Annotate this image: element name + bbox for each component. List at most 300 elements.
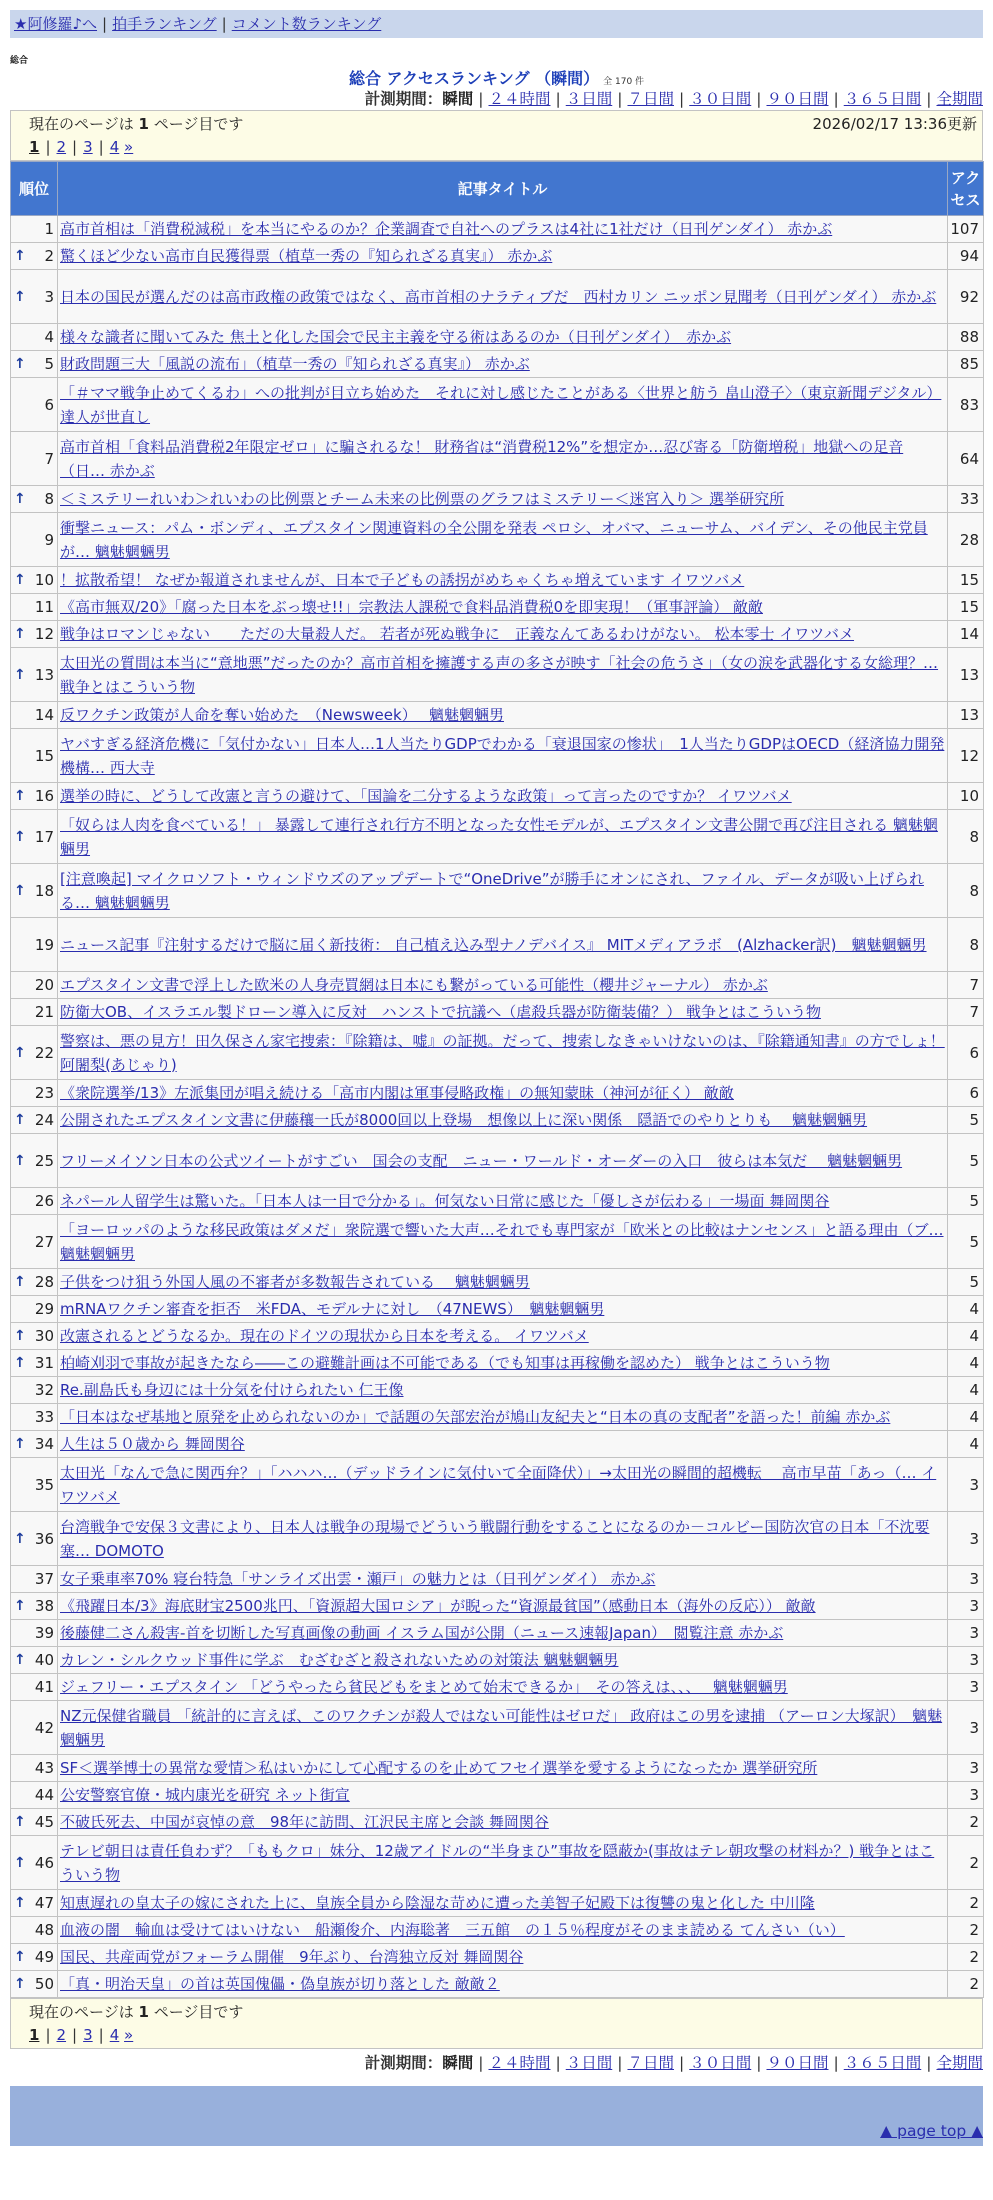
rank-cell bbox=[11, 783, 58, 810]
article-link[interactable]: 公開されたエプスタイン文書に伊藤穰一氏が8000回以上登場 想像以上に深い関係 隠語でのやりとりも 魑魅魍魎男 bbox=[60, 1111, 868, 1129]
rank-number: 37 bbox=[34, 1570, 54, 1588]
rank-number: 36 bbox=[34, 1529, 54, 1548]
rank-number: 27 bbox=[34, 1232, 54, 1251]
table-row bbox=[11, 729, 984, 783]
rank-up-arrow-icon: ↑ bbox=[14, 666, 26, 683]
rank-cell bbox=[11, 1134, 58, 1188]
access-count: 3 bbox=[948, 1755, 984, 1782]
access-count: 3 bbox=[948, 1647, 984, 1674]
article-link[interactable]: ニュース記事『注射するだけで脳に届く新技術： 自己植え込み型ナノデバイス』 MITメディアラボ (Alzhacker訳) 魑魅魍魎男 bbox=[60, 935, 927, 954]
access-count: 4 bbox=[948, 1323, 984, 1350]
period-link[interactable]: 全期間 bbox=[936, 2054, 983, 2072]
article-link[interactable]: ！拡散希望！ なぜか報道されませんが、日本で子どもの誘拐がめちゃくちゃ増えています イワツバメ bbox=[60, 571, 745, 589]
article-link[interactable]: 公安警察官僚・城内康光を研究 ネット街宣 bbox=[60, 1786, 350, 1804]
separator: | bbox=[72, 138, 78, 156]
article-link[interactable]: ネパール人留学生は驚いた。「日本人は一目で分かる」。何気ない日常に感じた「優しさが伝わる」一場面 舞岡関谷 bbox=[60, 1192, 830, 1210]
article-link[interactable]: 戦争はロマンじゃない ただの大量殺人だ。 若者が死ぬ戦争に 正義なんてあるわけがない。 松本零士 イワツバメ bbox=[60, 625, 855, 643]
table-row bbox=[11, 1296, 984, 1323]
clap-ranking-link[interactable]: 拍手ランキング bbox=[112, 15, 217, 33]
table-row bbox=[11, 1215, 984, 1269]
separator: | bbox=[617, 90, 623, 108]
period-link[interactable]: ２４時間 bbox=[488, 2054, 551, 2072]
title-cell bbox=[58, 594, 948, 621]
article-link[interactable]: 改憲されるとどうなるか。現在のドイツの現状から日本を考える。 イワツバメ bbox=[60, 1327, 589, 1345]
rank-number: 5 bbox=[44, 355, 54, 373]
rank-cell bbox=[11, 351, 58, 378]
separator: | bbox=[679, 2054, 685, 2072]
article-link[interactable]: 女子乗車率70% 寝台特急「サンライズ出雲・瀬戸」の魅力とは（日刊ゲンダイ） 赤かぶ bbox=[60, 1570, 656, 1588]
access-count: 3 bbox=[948, 1620, 984, 1647]
article-link[interactable]: mRNAワクチン審査を拒否 米FDA、モデルナに対し （47NEWS） 魑魅魍魎男 bbox=[60, 1300, 605, 1318]
rank-number: 46 bbox=[34, 1853, 54, 1872]
title-cell bbox=[58, 1296, 948, 1323]
title-cell bbox=[58, 1701, 948, 1755]
article-link[interactable]: 太田光「なんで急に関西弁？」「ハハハ…（デッドラインに気付いて全面降伏）」→太田光の瞬間的超機転 高市早苗「あっ（… イワツバメ bbox=[60, 1463, 937, 1506]
access-count: 7 bbox=[948, 972, 984, 999]
article-link[interactable]: 子供をつけ狙う外国人風の不審者が多数報告されている 魑魅魍魎男 bbox=[60, 1273, 530, 1291]
table-row bbox=[11, 1755, 984, 1782]
table-row bbox=[11, 1971, 984, 1998]
rank-up-arrow-icon: ↑ bbox=[14, 1355, 26, 1371]
page-link[interactable]: 3 bbox=[83, 2026, 93, 2044]
table-row bbox=[11, 1080, 984, 1107]
title-cell bbox=[58, 1458, 948, 1512]
period-link[interactable]: ９０日間 bbox=[766, 2054, 829, 2072]
rank-cell bbox=[11, 1404, 58, 1431]
separator: | bbox=[478, 90, 484, 108]
rank-cell bbox=[11, 594, 58, 621]
table-row bbox=[11, 1593, 984, 1620]
article-link[interactable]: 《衆院選挙/13》左派集団が唱え続ける「高市内閣は軍事侵略政権」の無知蒙昧（神河が征く） 敵敵 bbox=[60, 1084, 734, 1102]
title-cell bbox=[58, 1080, 948, 1107]
article-link[interactable]: 衝撃ニュース：パム・ボンディ、エプスタイン関連資料の全公開を発表 ペロシ、オバマ、ニューサム、バイデン、その他民主党員が… 魑魅魍魎男 bbox=[60, 518, 928, 561]
separator: | bbox=[555, 90, 561, 108]
table-row bbox=[11, 1350, 984, 1377]
title-header: 記事タイトル bbox=[58, 162, 948, 216]
rank-number: 4 bbox=[44, 328, 54, 346]
rank-cell bbox=[11, 864, 58, 918]
access-count: 2 bbox=[948, 1917, 984, 1944]
pager-bottom bbox=[10, 1998, 983, 2049]
rank-up-arrow-icon: ↑ bbox=[14, 1152, 26, 1169]
rank-number: 33 bbox=[34, 1408, 54, 1426]
rank-number: 26 bbox=[34, 1192, 54, 1210]
rank-cell bbox=[11, 1836, 58, 1890]
rank-up-arrow-icon: ↑ bbox=[14, 491, 26, 507]
rank-up-arrow-icon: ↑ bbox=[14, 1530, 26, 1547]
period-link[interactable]: ３日間 bbox=[565, 90, 613, 108]
rank-number: 19 bbox=[34, 935, 54, 954]
table-row bbox=[11, 1809, 984, 1836]
article-link[interactable]: Re.副島氏も身辺には十分気を付けられたい 仁王像 bbox=[60, 1381, 404, 1399]
access-count: 107 bbox=[948, 216, 984, 243]
article-link[interactable]: 反ワクチン政策が人命を奪い始めた （Newsweek） 魑魅魍魎男 bbox=[60, 706, 504, 724]
rank-number: 2 bbox=[44, 247, 54, 265]
separator: | bbox=[756, 90, 762, 108]
title-cell bbox=[58, 1890, 948, 1917]
rank-up-arrow-icon: ↑ bbox=[14, 1274, 26, 1290]
rank-number: 13 bbox=[34, 665, 54, 684]
page-link[interactable]: 4 bbox=[109, 138, 120, 156]
title-cell bbox=[58, 1350, 948, 1377]
title-cell bbox=[58, 702, 948, 729]
separator: | bbox=[45, 138, 51, 156]
access-count: 3 bbox=[948, 1782, 984, 1809]
title-cell bbox=[58, 432, 948, 486]
article-link[interactable]: カレン・シルクウッド事件に学ぶ むざむざと殺されないための対策法 魑魅魍魎男 bbox=[60, 1651, 619, 1669]
title-cell bbox=[58, 1269, 948, 1296]
article-link[interactable]: [注意喚起] マイクロソフト・ウィンドウズのアップデートで“OneDrive”が勝手にオンにされ、ファイル、データが吸い上げられる… 魑魅魍魎男 bbox=[60, 869, 924, 912]
separator: | bbox=[926, 90, 932, 108]
title-cell bbox=[58, 864, 948, 918]
page-link[interactable]: 3 bbox=[83, 138, 93, 156]
period-link[interactable]: 全期間 bbox=[936, 90, 983, 108]
access-count: 5 bbox=[948, 1188, 984, 1215]
rank-up-arrow-icon: ↑ bbox=[14, 1598, 26, 1614]
page-link[interactable]: 2 bbox=[56, 2026, 67, 2044]
rank-up-arrow-icon: ↑ bbox=[14, 1895, 26, 1911]
article-link[interactable]: 台湾戦争で安保３文書により、日本人は戦争の現場でどういう戦闘行動をすることになるのか－コルビー国防次官の日本「不沈要塞… DOMOTO bbox=[60, 1517, 930, 1560]
rank-up-arrow-icon: ↑ bbox=[14, 288, 26, 305]
access-count: 4 bbox=[948, 1404, 984, 1431]
rank-cell bbox=[11, 432, 58, 486]
rank-cell bbox=[11, 324, 58, 351]
article-link[interactable]: 財政問題三大「風説の流布」（植草一秀の『知られざる真実』） 赤かぶ bbox=[60, 355, 530, 373]
rank-cell bbox=[11, 1971, 58, 1998]
separator: | bbox=[98, 2026, 104, 2044]
article-link[interactable]: 「奴らは人肉を食べている！」 暴露して連行され行方不明となった女性モデルが、エプスタイン文書公開で再び注目される 魑魅魍魎男 bbox=[60, 815, 938, 858]
title-cell bbox=[58, 1755, 948, 1782]
rank-number: 23 bbox=[34, 1084, 54, 1102]
article-link[interactable]: NZ元保健省職員 「統計的に言えば、このワクチンが殺人ではない可能性はゼロだ」 政府はこの男を逮捕 （アーロン大塚訳） 魑魅魍魎男 bbox=[60, 1706, 943, 1749]
article-link[interactable]: ＜ミステリーれいわ＞れいわの比例票とチーム未来の比例票のグラフはミステリー＜迷宮入り＞ 選挙研究所 bbox=[60, 490, 785, 508]
separator: | bbox=[45, 2026, 51, 2044]
rank-number: 35 bbox=[34, 1475, 54, 1494]
title-cell bbox=[58, 1809, 948, 1836]
rank-cell bbox=[11, 1593, 58, 1620]
rank-header: 順位 bbox=[11, 162, 58, 216]
rank-up-arrow-icon: ↑ bbox=[14, 572, 26, 588]
period-link[interactable]: ３６５日間 bbox=[843, 2054, 922, 2072]
period-link[interactable]: ７日間 bbox=[627, 2054, 674, 2072]
rank-cell bbox=[11, 1890, 58, 1917]
period-link[interactable]: ２４時間 bbox=[488, 90, 551, 108]
access-count: 8 bbox=[948, 864, 984, 918]
separator: | bbox=[72, 2026, 78, 2044]
rank-cell bbox=[11, 1188, 58, 1215]
article-link[interactable]: 高市首相は「消費税減税」を本当にやるのか？企業調査で自社へのプラスは4社に1社だけ（日刊ゲンダイ） 赤かぶ bbox=[60, 220, 833, 238]
rank-cell bbox=[11, 1512, 58, 1566]
title-cell bbox=[58, 486, 948, 513]
rank-up-arrow-icon: ↑ bbox=[14, 626, 26, 642]
access-count: 5 bbox=[948, 1215, 984, 1269]
table-row bbox=[11, 1944, 984, 1971]
rank-up-arrow-icon: ↑ bbox=[14, 882, 26, 899]
title-cell bbox=[58, 1917, 948, 1944]
rank-number: 44 bbox=[34, 1786, 54, 1804]
rank-cell bbox=[11, 378, 58, 432]
rank-number: 7 bbox=[44, 449, 54, 468]
article-link[interactable]: 日本の国民が選んだのは高市政権の政策ではなく、高市首相のナラティブだ 西村カリン ニッポン見聞考（日刊ゲンダイ） 赤かぶ bbox=[60, 287, 937, 306]
article-link[interactable]: フリーメイソン日本の公式ツイートがすごい 国会の支配 ニュー・ワールド・オーダーの入口 彼らは本気だ 魑魅魍魎男 bbox=[60, 1151, 903, 1170]
rank-number: 8 bbox=[44, 490, 54, 508]
next-page-link[interactable]: » bbox=[124, 2026, 134, 2044]
title-cell bbox=[58, 513, 948, 567]
period-link[interactable]: ３日間 bbox=[565, 2054, 613, 2072]
article-link[interactable]: 《飛躍日本/3》海底財宝2500兆円、「資源超大国ロシア」が睨った“資源最貧国”（感動日本（海外の反応）） 敵敵 bbox=[60, 1597, 816, 1615]
article-link[interactable]: 「日本はなぜ基地と原発を止められないのか」で話題の矢部宏治が鳩山友紀夫と“日本の真の支配者”を語った！前編 赤かぶ bbox=[60, 1408, 891, 1426]
rank-cell bbox=[11, 1377, 58, 1404]
footer-bar bbox=[10, 2086, 983, 2116]
rank-cell bbox=[11, 1917, 58, 1944]
access-count: 6 bbox=[948, 1080, 984, 1107]
table-row bbox=[11, 486, 984, 513]
rank-cell bbox=[11, 972, 58, 999]
access-count: 10 bbox=[948, 783, 984, 810]
rank-cell bbox=[11, 648, 58, 702]
ranking-table bbox=[10, 161, 984, 1998]
table-row bbox=[11, 1566, 984, 1593]
rank-cell bbox=[11, 486, 58, 513]
period-link[interactable]: ３６５日間 bbox=[843, 90, 922, 108]
separator: | bbox=[102, 15, 108, 33]
table-row bbox=[11, 513, 984, 567]
title-cell bbox=[58, 1107, 948, 1134]
access-count: 83 bbox=[948, 378, 984, 432]
access-count: 85 bbox=[948, 351, 984, 378]
table-row bbox=[11, 702, 984, 729]
rank-up-arrow-icon: ↑ bbox=[14, 1328, 26, 1344]
pager-top bbox=[10, 110, 983, 161]
title-cell bbox=[58, 1026, 948, 1080]
title-cell bbox=[58, 1647, 948, 1674]
rank-cell bbox=[11, 1674, 58, 1701]
article-link[interactable]: エプスタイン文書で浮上した欧米の人身売買網は日本にも繋がっている可能性（櫻井ジャーナル） 赤かぶ bbox=[60, 976, 768, 994]
separator: | bbox=[98, 138, 104, 156]
rank-cell bbox=[11, 1296, 58, 1323]
table-row bbox=[11, 351, 984, 378]
period-label: 計測期間： bbox=[364, 90, 443, 108]
rank-number: 38 bbox=[34, 1597, 54, 1615]
article-link[interactable]: 「ヨーロッパのような移民政策はダメだ」衆院選で響いた大声…それでも専門家が「欧米との比較はナンセンス」と語る理由（ブ… 魑魅魍魎男 bbox=[60, 1220, 944, 1263]
period-link[interactable]: ７日間 bbox=[627, 90, 674, 108]
article-link[interactable]: 血液の闇 輸血は受けてはいけない 船瀬俊介、内海聡著 三五館 の１５％程度がそのまま読める てんさい（い） bbox=[60, 1921, 845, 1939]
rank-up-arrow-icon: ↑ bbox=[14, 356, 26, 372]
table-row bbox=[11, 621, 984, 648]
title-cell bbox=[58, 810, 948, 864]
title-cell bbox=[58, 1944, 948, 1971]
rank-up-arrow-icon: ↑ bbox=[14, 1652, 26, 1668]
table-row bbox=[11, 243, 984, 270]
page-link[interactable]: 2 bbox=[56, 138, 67, 156]
separator: | bbox=[679, 90, 685, 108]
table-row bbox=[11, 1404, 984, 1431]
page-links bbox=[29, 136, 977, 158]
title-cell bbox=[58, 567, 948, 594]
period-selector-bottom bbox=[10, 2052, 983, 2074]
table-row bbox=[11, 1836, 984, 1890]
table-row bbox=[11, 1026, 984, 1080]
access-count: 15 bbox=[948, 594, 984, 621]
table-row bbox=[11, 324, 984, 351]
rank-number: 30 bbox=[34, 1327, 54, 1345]
rank-up-arrow-icon: ↑ bbox=[14, 1814, 26, 1830]
current-page-text: 現在のページは 1 ページ目です bbox=[29, 2003, 244, 2021]
comment-ranking-link[interactable]: コメント数ランキング bbox=[231, 15, 382, 33]
access-count: 3 bbox=[948, 1674, 984, 1701]
access-count: 33 bbox=[948, 486, 984, 513]
access-count: 3 bbox=[948, 1512, 984, 1566]
table-row bbox=[11, 1431, 984, 1458]
access-count: 13 bbox=[948, 648, 984, 702]
access-count: 14 bbox=[948, 621, 984, 648]
rank-cell bbox=[11, 1782, 58, 1809]
rank-cell bbox=[11, 1215, 58, 1269]
page-top-link[interactable]: ▲ page top ▲ bbox=[880, 2122, 983, 2140]
access-count: 8 bbox=[948, 810, 984, 864]
rank-cell bbox=[11, 1566, 58, 1593]
table-row bbox=[11, 1620, 984, 1647]
rank-number: 42 bbox=[34, 1718, 54, 1737]
article-link[interactable]: ジェフリー・エプスタイン 「どうやったら貧民どもをまとめて始末できるか」 その答えは、、、 魑魅魍魎男 bbox=[60, 1678, 788, 1696]
rank-number: 10 bbox=[34, 571, 54, 589]
rank-cell bbox=[11, 702, 58, 729]
rank-number: 9 bbox=[44, 530, 54, 549]
article-link[interactable]: 後藤健二さん殺害-首を切断した写真画像の動画 イスラム国が公開（ニュース速報Japan） 閲覧注意 赤かぶ bbox=[60, 1624, 784, 1642]
page-link[interactable]: 4 bbox=[109, 2026, 120, 2044]
rank-cell bbox=[11, 1647, 58, 1674]
article-link[interactable]: 不破氏死去、中国が哀悼の意 98年に訪問、江沢民主席と会談 舞岡関谷 bbox=[60, 1813, 549, 1831]
article-link[interactable]: 驚くほど少ない高市自民獲得票（植草一秀の『知られざる真実』） 赤かぶ bbox=[60, 247, 553, 265]
article-link[interactable]: 《高市無双/20》「腐った日本をぶっ壊せ!!」宗教法人課税で食料品消費税0を即実現！（軍事評論） 敵敵 bbox=[60, 598, 763, 616]
access-count: 5 bbox=[948, 1269, 984, 1296]
table-row bbox=[11, 1107, 984, 1134]
separator: | bbox=[756, 2054, 762, 2072]
article-link[interactable]: テレビ朝日は責任負わず？「ももクロ」妹分、12歳アイドルの“半身まひ”事故を隠蔽か(事故はテレ朝攻撃の材料か？) 戦争とはこういう物 bbox=[60, 1841, 935, 1884]
rank-cell bbox=[11, 621, 58, 648]
article-link[interactable]: 「真・明治天皇」の首は英国傀儡・偽皇族が切り落とした 敵敵２ bbox=[60, 1975, 500, 1993]
title-cell bbox=[58, 270, 948, 324]
table-row bbox=[11, 1647, 984, 1674]
rank-up-arrow-icon: ↑ bbox=[14, 828, 26, 845]
table-row bbox=[11, 594, 984, 621]
separator: | bbox=[833, 90, 839, 108]
rank-number: 24 bbox=[34, 1111, 54, 1129]
access-count: 13 bbox=[948, 702, 984, 729]
rank-number: 43 bbox=[34, 1759, 54, 1777]
article-link[interactable]: 警察は、悪の見方！田久保さん家宅捜索：『除籍は、嘘』の証拠。だって、捜索しなきゃいけないのは、『除籍通知書』の方でしょ！ 阿闍梨(あじゃり) bbox=[60, 1031, 945, 1074]
current-page-text: 現在のページは 1 ページ目です bbox=[29, 115, 244, 133]
period-link[interactable]: ３０日間 bbox=[689, 2054, 752, 2072]
access-count: 2 bbox=[948, 1944, 984, 1971]
rank-number: 20 bbox=[34, 976, 54, 994]
rank-cell bbox=[11, 1944, 58, 1971]
table-row bbox=[11, 1134, 984, 1188]
rank-number: 41 bbox=[34, 1678, 54, 1696]
rank-number: 1 bbox=[44, 220, 54, 238]
title-cell bbox=[58, 648, 948, 702]
period-link[interactable]: ９０日間 bbox=[766, 90, 829, 108]
item-count: 全 170 件 bbox=[603, 77, 645, 87]
home-link[interactable]: ★阿修羅♪へ bbox=[14, 15, 98, 33]
access-count: 3 bbox=[948, 1458, 984, 1512]
separator: | bbox=[617, 2054, 623, 2072]
title-text: 総合 アクセスランキング （瞬間） bbox=[348, 69, 600, 88]
table-row bbox=[11, 216, 984, 243]
rank-number: 21 bbox=[34, 1003, 54, 1021]
article-link[interactable]: 様々な識者に聞いてみた 焦土と化した国会で民主主義を守る術はあるのか（日刊ゲンダイ） 赤かぶ bbox=[60, 328, 732, 346]
article-link[interactable]: 防衛大OB、イスラエル製ドローン導入に反対 ハンストで抗議へ（虐殺兵器が防衛装備？） 戦争とはこういう物 bbox=[60, 1003, 821, 1021]
table-row bbox=[11, 1782, 984, 1809]
article-link[interactable]: SF＜選挙博士の異常な愛情＞私はいかにして心配するのを止めてフセイ選挙を愛するようになったか 選挙研究所 bbox=[60, 1759, 818, 1777]
page-title bbox=[10, 66, 983, 88]
access-count: 2 bbox=[948, 1836, 984, 1890]
article-link[interactable]: 選挙の時に、どうして改憲と言うの避けて、「国論を二分するような政策」って言ったのですか？ イワツバメ bbox=[60, 787, 792, 805]
title-cell bbox=[58, 1134, 948, 1188]
article-link[interactable]: 知恵遅れの皇太子の嫁にされた上に、皇族全員から陰湿な苛めに遭った美智子妃殿下は復讐の鬼と化した 中川隆 bbox=[60, 1894, 815, 1912]
article-link[interactable]: 柏崎刈羽で事故が起きたなら――この避難計画は不可能である（でも知事は再稼働を認めた） 戦争とはこういう物 bbox=[60, 1354, 830, 1372]
sub-label: 総合 bbox=[10, 56, 29, 66]
period-link[interactable]: ３０日間 bbox=[689, 90, 752, 108]
period-current: 瞬間 bbox=[442, 90, 474, 108]
rank-cell bbox=[11, 270, 58, 324]
rank-number: 40 bbox=[34, 1651, 54, 1669]
page-links bbox=[29, 2024, 977, 2046]
table-row bbox=[11, 864, 984, 918]
article-link[interactable]: 高市首相「食料品消費税2年限定ゼロ」に騙されるな！ 財務省は“消費税12%”を想定か…忍び寄る「防衛増税」地獄への足音（日… 赤かぶ bbox=[60, 437, 904, 480]
table-row bbox=[11, 972, 984, 999]
access-count: 64 bbox=[948, 432, 984, 486]
access-count: 88 bbox=[948, 324, 984, 351]
title-cell bbox=[58, 1404, 948, 1431]
rank-cell bbox=[11, 1458, 58, 1512]
title-cell bbox=[58, 243, 948, 270]
article-link[interactable]: 国民、共産両党がフォーラム開催 9年ぶり、台湾独立反対 舞岡関谷 bbox=[60, 1948, 524, 1966]
title-cell bbox=[58, 1674, 948, 1701]
rank-cell bbox=[11, 567, 58, 594]
rank-number: 18 bbox=[34, 881, 54, 900]
rank-number: 14 bbox=[34, 706, 54, 724]
page-current: 1 bbox=[29, 138, 40, 156]
rank-cell bbox=[11, 1809, 58, 1836]
rank-up-arrow-icon: ↑ bbox=[14, 1854, 26, 1871]
rank-number: 3 bbox=[44, 287, 54, 306]
access-header: アクセス bbox=[948, 162, 984, 216]
rank-number: 50 bbox=[34, 1975, 54, 1993]
title-cell bbox=[58, 918, 948, 972]
title-cell bbox=[58, 378, 948, 432]
table-row bbox=[11, 999, 984, 1026]
table-row bbox=[11, 1512, 984, 1566]
article-link[interactable]: 太田光の質問は本当に“意地悪”だったのか？高市首相を擁護する声の多さが映す「社会の危うさ」（女の涙を武器化する女総理？… 戦争とはこういう物 bbox=[60, 653, 939, 696]
table-row bbox=[11, 1890, 984, 1917]
next-page-link[interactable]: » bbox=[124, 138, 134, 156]
table-row bbox=[11, 648, 984, 702]
rank-number: 49 bbox=[34, 1948, 54, 1966]
access-count: 6 bbox=[948, 1026, 984, 1080]
title-cell bbox=[58, 1620, 948, 1647]
article-link[interactable]: 「＃ママ戦争止めてくるわ」への批判が目立ち始めた それに対し感じたことがある〈世界と舫う 畠山澄子〉（東京新聞デジタル） 達人が世直し bbox=[60, 383, 942, 426]
access-count: 2 bbox=[948, 1890, 984, 1917]
table-row bbox=[11, 1674, 984, 1701]
rank-up-arrow-icon: ↑ bbox=[14, 788, 26, 804]
title-cell bbox=[58, 1512, 948, 1566]
article-link[interactable]: 人生は５０歳から 舞岡関谷 bbox=[60, 1435, 245, 1453]
title-cell bbox=[58, 324, 948, 351]
access-count: 5 bbox=[948, 1134, 984, 1188]
article-link[interactable]: ヤバすぎる経済危機に「気付かない」日本人…1人当たりGDPでわかる「衰退国家の惨状」 1人当たりGDPはOECD（経済協力開発機構… 西大寺 bbox=[60, 734, 945, 777]
rank-cell bbox=[11, 216, 58, 243]
